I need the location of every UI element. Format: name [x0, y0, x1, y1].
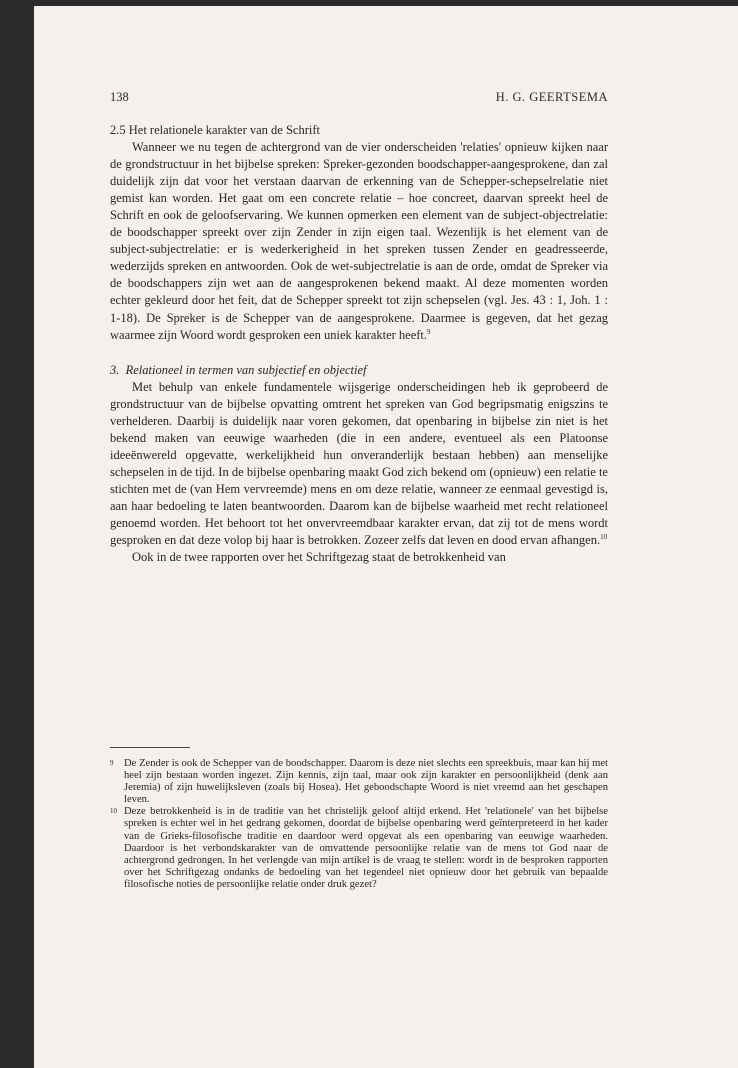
section-3-text-1: Met behulp van enkele fundamentele wijsgerige onderscheidingen heb ik geprobeerd de grondstructuur van de bijbelse opvatting omtrent het spreken van God begripsmatig enigszins te verhelderen. Daarbij is duidelijk naar voren gekomen, dat openbaring in bijbelse zin niet is het bekend maken van eeuwige waarheden (die in een andere, eventueel als een Platoonse ideeënwereld opgevatte, werkelijkheid hun onveranderlijk bestaan hebben) aan menselijke schepselen in de tijd. In de bijbelse openbaring maakt God zich bekend om (opnieuw) een relatie te stichten met de (van Hem vervreemde) mens en om deze relatie, wanneer ze eenmaal gevestigd is, aan haar bedoeling te laten beantwoorden. Daarom kan de bijbelse waarheid met recht relationeel genoemd worden. Het behoort tot het onvervreemdbaar karakter ervan, dat zij tot de mens wordt gesproken en dat deze volop bij haar is betrokken. Zozeer zelfs dat leven en dood ervan afhangen.	[110, 379, 608, 548]
footnote-9	[110, 758, 608, 806]
section-2-5-text: Wanneer we nu tegen de achtergrond van de vier onderscheiden 'relaties' opnieuw kijken naar de grondstructuur in het bijbelse spreken: Spreker-gezonden boodschapper-aangesprokene, dan zal duidelijk zijn dat voor het verstaan daarvan de erkenning van de Schepper-schepselrelatie niet gemist kan worden. Het gaat om een concrete relatie – hoe concreet, daarvan spreekt heel de Schrift en ook de geloofservaring. We kunnen opmerken een element van de subject-objectrelatie: de boodschapper spreekt over zijn Zender in zijn eigen taal. Wezenlijk is het element van de subject-subjectrelatie: er is wederkerigheid in het spreken tussen Zender en geadresseerde, wederzijds spreken en antwoorden. Ook de wet-subjectrelatie is aan de orde, omdat de Spreker via de boodschappers zijn wet aan de aangesprokenen bekend maakt. Al deze momenten worden echter gekleurd door het feit, dat de Schepper spreekt tot zijn schepselen (vgl. Jes. 43 : 1, Joh. 1 : 1-18). De Spreker is de Schepper van de aangesprokene. Daarmee is gegeven, dat het gezag waarmee zijn Woord wordt gesproken een uniek karakter heeft.	[110, 140, 608, 342]
footnote-text-9: De Zender is ook de Schepper van de boodschapper. Daarom is deze niet slechts een spreekbuis, maar kan hij met heel zijn bestaan worden ingezet. Zijn kennis, zijn taal, maar ook zijn karakter en persoonlijkheid (denk aan Jeremia) of zijn huwelijksleven (zoals bij Hosea). Het geboodschapte Woord is niet vreemd aan het geschapen leven.	[124, 758, 608, 806]
page-number: 138	[110, 90, 129, 104]
running-author: H. G. GEERTSEMA	[495, 90, 608, 104]
section-3-number: 3.	[110, 362, 120, 377]
footnote-10	[110, 806, 608, 891]
footnote-ref-9[interactable]: 9	[427, 327, 431, 336]
footnote-mark-9: 9	[110, 759, 114, 767]
footnotes	[110, 758, 608, 891]
main-text	[110, 122, 608, 566]
footnote-mark-10: 10	[110, 807, 117, 816]
section-3-paragraph-2: Ook in de twee rapporten over het Schriftgezag staat de betrokkenheid van	[132, 550, 506, 565]
section-3-paragraph-1	[110, 379, 608, 549]
section-3-title: Relationeel in termen van subjectief en objectief	[125, 362, 367, 377]
section-2-5-heading: 2.5 Het relationele karakter van de Schrift	[110, 123, 320, 137]
section-3-heading	[110, 362, 608, 379]
footnote-text-10: Deze betrokkenheid is in de traditie van het christelijk geloof altijd erkend. Het 'relationele' van het bijbelse spreken is echter wel in het gedrang gekomen, doordat de bijbelse openbaring werd geïnterpreteerd in het kader van de Grieks-filosofische traditie en daardoor werd opgevat als een openbaring van eeuwige waarheden. Daardoor is het verbondskarakter van de omvattende persoonlijke relatie van de mens tot God naar de achtergrond gedrongen. In het verlengde van mijn artikel is de vraag te stellen: wordt in de besproken rapporten over het Schriftgezag ondanks de bedoeling van het tegendeel niet opnieuw door het gebruik van bepaalde filosofische noties de persoonlijke relatie onder druk gezet?	[124, 806, 608, 890]
footnote-separator	[110, 747, 190, 748]
section-2-5-paragraph	[110, 139, 608, 344]
footnote-ref-10[interactable]: 10	[600, 532, 608, 541]
